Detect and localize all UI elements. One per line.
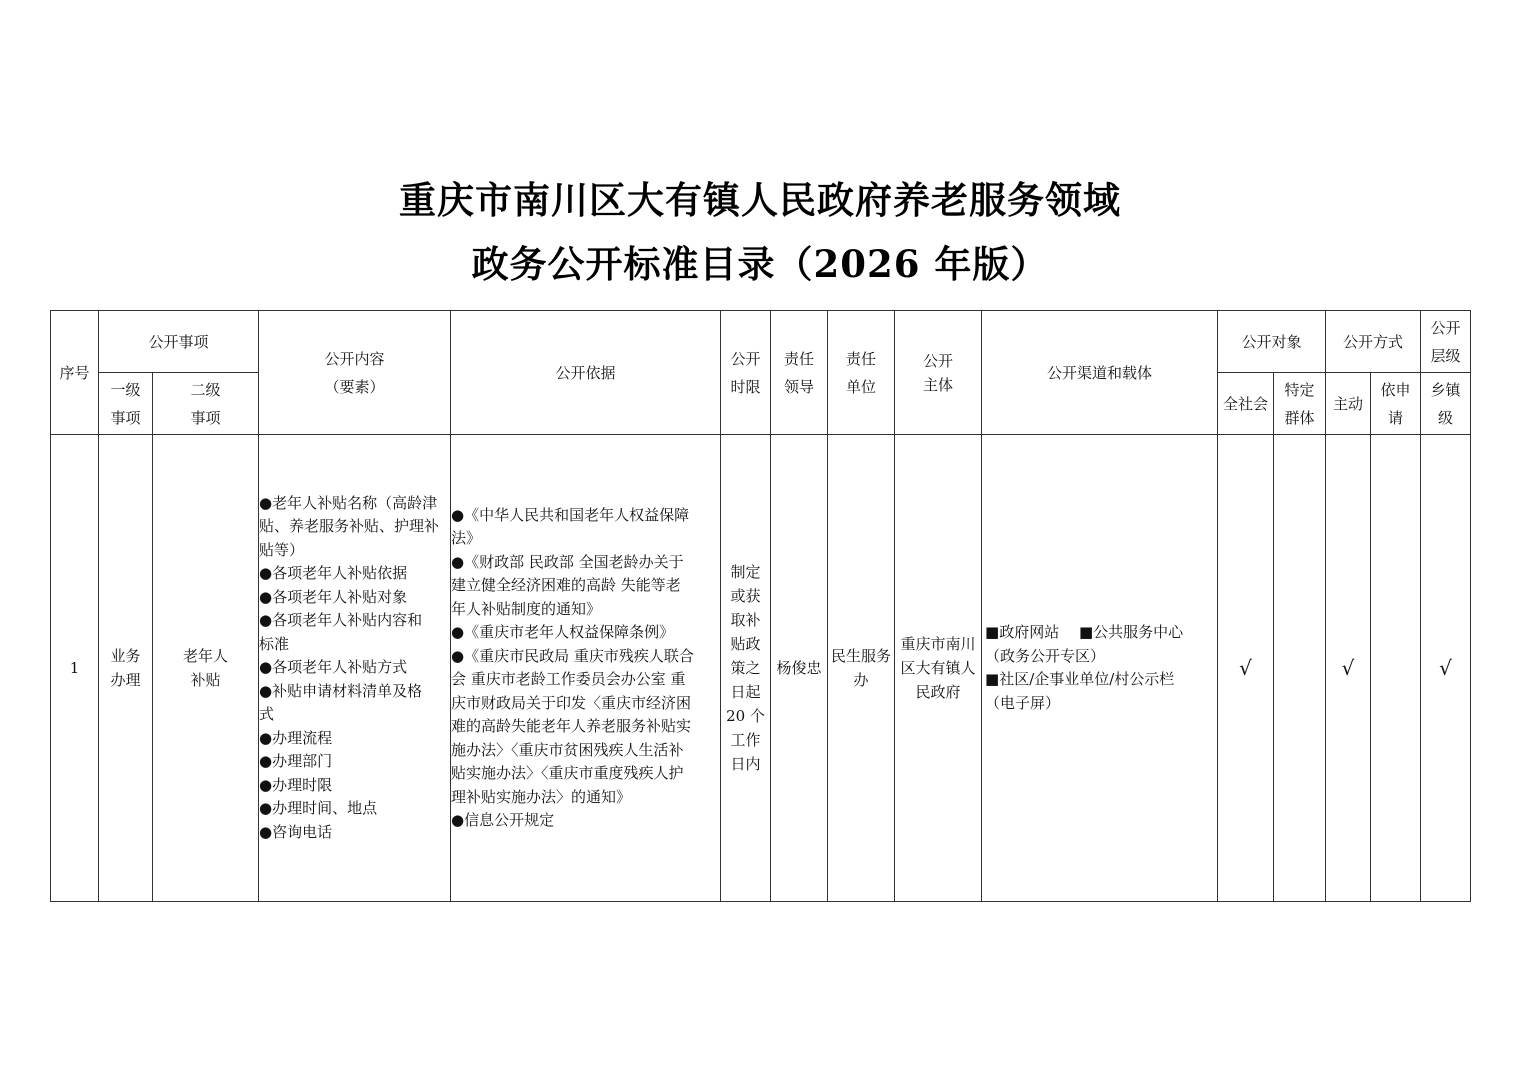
catalog-table [50,310,1471,902]
header-time-limit-line: 时限 [730,377,761,396]
cell-level1-line: 业务 [110,647,141,665]
cell-basis [451,435,721,902]
header-matter: 公开事项 [99,311,259,373]
time-limit-line: 日起 [730,683,761,701]
content-line: ●办理时限 [259,775,333,794]
header-method: 公开方式 [1326,311,1421,373]
subject-line: 区大有镇人 [900,659,976,677]
header-leader-line: 责任 [784,349,815,368]
header-method-request-line: 请 [1388,408,1404,427]
header-content [259,311,451,435]
basis-line: 年人补贴制度的通知》 [451,599,602,618]
header-level2-line: 事项 [190,408,221,427]
header-method-active: 主动 [1326,373,1371,435]
time-limit-line: 日内 [730,755,761,773]
header-unit-line: 责任 [846,349,877,368]
cell-level2-line: 老年人 [183,647,229,665]
header-time-limit-line: 公开 [730,349,761,368]
basis-line: ●《重庆市民政局 重庆市残疾人联合 [451,646,694,665]
content-line: ●办理流程 [259,728,333,747]
header-level1-line: 事项 [110,408,141,427]
header-leader [771,311,828,435]
header-subject-line: 公开 [923,351,954,370]
header-audience: 公开对象 [1218,311,1326,373]
document-title-line-2: 政务公开标准目录（2026 年版） [471,242,1049,286]
content-line: 贴等） [259,540,305,559]
channel-line: ■政府网站 ■公共服务中心 [985,623,1184,641]
header-content-line: （要素） [324,377,385,396]
header-level1-line: 一级 [110,380,141,399]
basis-line: 施办法〉〈重庆市贫困残疾人生活补 [451,740,684,759]
time-limit-line: 或获 [730,587,761,605]
content-line: ●各项老年人补贴对象 [259,587,408,606]
table-row [51,435,1471,902]
channel-line: ■社区/企事业单位/村公示栏 [985,670,1175,688]
cell-level1-line: 办理 [110,671,141,689]
header-tier-town-line: 乡镇 [1430,380,1461,399]
header-unit [828,311,895,435]
cell-level1 [99,435,153,902]
basis-line: 理补贴实施办法〉的通知》 [451,787,632,806]
basis-line: ●《中华人民共和国老年人权益保障 [451,505,690,524]
basis-line: 会 重庆市老龄工作委员会办公室 重 [451,670,686,688]
unit-line: 办 [853,671,869,689]
basis-line: ●信息公开规定 [451,811,555,829]
header-channel: 公开渠道和载体 [982,311,1218,435]
document-title-line-1: 重庆市南川区大有镇人民政府养老服务领域 [399,178,1121,222]
header-tier-town-line: 级 [1438,408,1454,427]
content-line: ●各项老年人补贴内容和 [259,611,423,630]
cell-level2 [153,435,259,902]
time-limit-line: 制定 [730,563,761,581]
header-audience-specific [1274,373,1326,435]
header-content-line: 公开内容 [324,349,385,368]
cell-leader: 杨俊忠 [771,435,828,902]
basis-line: 庆市财政局关于印发〈重庆市经济困 [451,693,692,712]
header-level2 [153,373,259,435]
header-audience-specific-line: 群体 [1284,408,1315,427]
cell-channel [982,435,1218,902]
header-basis: 公开依据 [451,311,721,435]
header-level2-line: 二级 [190,380,221,399]
subject-line: 重庆市南川 [900,635,976,653]
unit-line: 民生服务 [831,647,892,665]
header-subject-line: 主体 [923,375,954,394]
time-limit-line: 取补 [730,611,761,629]
content-line: 标准 [259,634,290,653]
header-tier-town [1421,373,1471,435]
basis-line: 难的高龄失能老年人养老服务补贴实 [451,717,692,735]
cell-level2-line: 补贴 [190,671,221,689]
header-audience-all: 全社会 [1218,373,1274,435]
cell-method-active-check: √ [1326,435,1371,902]
cell-time-limit [721,435,771,902]
content-line: ●咨询电话 [259,822,333,841]
header-level1 [99,373,153,435]
header-unit-line: 单位 [846,377,877,396]
channel-line: （政务公开专区） [985,646,1106,665]
basis-line: 法》 [451,529,482,547]
content-line: ●老年人补贴名称（高龄津 [259,493,438,512]
content-line: 式 [259,705,275,724]
header-leader-line: 领导 [784,377,815,396]
channel-line: （电子屏） [985,693,1061,712]
header-time-limit [721,311,771,435]
content-line: ●办理部门 [259,752,333,771]
cell-audience-all-check: √ [1218,435,1274,902]
time-limit-line: 20 个 [726,707,765,725]
header-method-request [1371,373,1421,435]
cell-seq: 1 [51,435,99,902]
header-subject [895,311,982,435]
content-line: ●各项老年人补贴方式 [259,658,408,677]
basis-line: 贴实施办法〉〈重庆市重度残疾人护 [451,764,684,782]
subject-line: 民政府 [915,683,961,701]
cell-audience-specific-check [1274,435,1326,902]
basis-line: ●《财政部 民政部 全国老龄办关于 [451,552,684,571]
header-seq: 序号 [51,311,99,435]
time-limit-line: 工作 [730,731,761,749]
header-tier-line: 公开 [1430,318,1461,337]
header-audience-specific-line: 特定 [1284,380,1315,399]
header-tier-line: 层级 [1430,346,1461,365]
content-line: ●各项老年人补贴依据 [259,564,408,583]
content-line: 贴、养老服务补贴、护理补 [259,517,440,536]
cell-unit [828,435,895,902]
cell-tier-town-check: √ [1421,435,1471,902]
header-tier [1421,311,1471,373]
cell-subject [895,435,982,902]
basis-line: 建立健全经济困难的高龄 失能等老 [451,576,681,594]
time-limit-line: 策之 [730,659,761,677]
cell-method-request-check [1371,435,1421,902]
cell-content [259,435,451,902]
basis-line: ●《重庆市老年人权益保障条例》 [451,623,675,641]
header-method-request-line: 依申 [1380,380,1411,399]
time-limit-line: 贴政 [730,635,761,653]
content-line: ●办理时间、地点 [259,799,378,818]
content-line: ●补贴申请材料清单及格 [259,681,423,700]
